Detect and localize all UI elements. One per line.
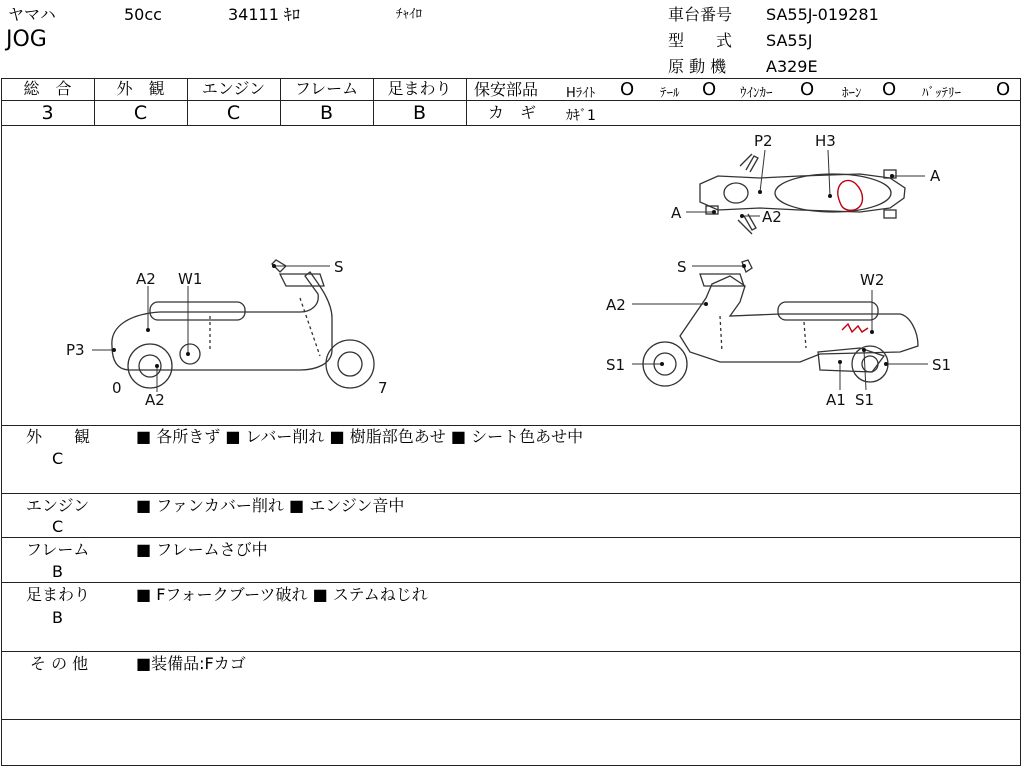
safety-status-battery: O <box>996 79 1011 100</box>
safety-item-battery: ﾊﾞｯﾃﾘｰ <box>922 86 961 101</box>
section-exterior-items <box>136 428 583 446</box>
bullet: ■ <box>136 427 152 446</box>
key-value: ｶｷﾞ1 <box>566 108 596 124</box>
section-suspension-items <box>136 586 428 604</box>
damage-diagram <box>0 126 1024 424</box>
top-view-scooter <box>700 154 905 234</box>
section-frame-items <box>136 541 268 559</box>
label-right-w2: W2 <box>860 271 885 289</box>
safety-status-headlight: O <box>620 79 635 100</box>
safety-status-winker: O <box>800 79 815 100</box>
item: 各所きず <box>156 427 221 446</box>
frame-number-label: 車台番号 <box>668 5 733 24</box>
damage-mark-red <box>838 180 863 210</box>
section-frame-title: フレーム <box>26 540 90 559</box>
grade-header-divider <box>1 100 1021 101</box>
grade-value-exterior: C <box>133 102 148 124</box>
label-left-w1: W1 <box>178 270 203 288</box>
bullet: ■ <box>450 427 466 446</box>
section-suspension-grade: B <box>52 608 63 627</box>
label-left-s: S <box>334 258 344 276</box>
section-other-title: そ の 他 <box>30 654 89 673</box>
label-top-h3: H3 <box>815 132 836 150</box>
safety-item-winker: ｳｲﾝｶｰ <box>740 86 773 101</box>
label-top-p2: P2 <box>754 132 773 150</box>
displacement: 50cc <box>124 5 162 24</box>
label-right-s1-left: S1 <box>606 356 626 374</box>
model-code: SA55J <box>766 31 813 50</box>
section-engine-title: エンジン <box>26 496 90 515</box>
label-right-s1-bottom: S1 <box>855 391 875 409</box>
grade-header-overall: 総 合 <box>23 79 72 98</box>
label-right-s1-right: S1 <box>932 356 952 374</box>
item: ファンカバー削れ <box>156 496 284 515</box>
label-top-a-right: A <box>930 167 941 185</box>
model-code-label: 型 式 <box>668 31 733 50</box>
safety-item-headlight: Hﾗｲﾄ <box>566 86 596 101</box>
item: Fフォークブーツ破れ <box>156 585 308 604</box>
bullet: ■ <box>136 585 152 604</box>
model-name: JOG <box>6 27 47 52</box>
safety-item-tail: ﾃｰﾙ <box>660 86 680 101</box>
section-engine-grade: C <box>52 517 64 536</box>
section-engine-items <box>136 497 404 515</box>
safety-status-horn: O <box>882 79 897 100</box>
bullet: ■ <box>136 540 152 559</box>
maker: ヤマハ <box>8 5 56 24</box>
key-label: カ ギ <box>488 103 537 122</box>
mileage: 34111 ｷﾛ <box>228 5 300 24</box>
bullet: ■ <box>329 427 345 446</box>
item: ステムねじれ <box>332 585 428 604</box>
grade-header-exterior: 外 観 <box>116 79 165 98</box>
label-top-a2: A2 <box>762 208 782 226</box>
label-left-0: 0 <box>112 379 122 397</box>
damage-mark-red-scratch <box>842 324 868 332</box>
safety-item-horn: ﾎｰﾝ <box>842 86 862 101</box>
item: エンジン音中 <box>309 496 405 515</box>
label-left-a2: A2 <box>136 270 156 288</box>
section-frame-grade: B <box>52 562 63 581</box>
safety-label: 保安部品 <box>474 80 539 99</box>
frame-number: SA55J-019281 <box>766 5 879 24</box>
bullet: ■ <box>225 427 241 446</box>
bullet: ■ <box>312 585 328 604</box>
body-type: ﾁｬｲﾛ <box>396 7 422 22</box>
safety-status-tail: O <box>702 79 717 100</box>
label-right-s: S <box>677 258 687 276</box>
grade-value-frame: B <box>319 102 334 124</box>
grade-value-engine: C <box>226 102 241 124</box>
bullet: ■ <box>136 496 152 515</box>
grade-header-suspension: 足まわり <box>387 79 452 98</box>
item: シート色あせ中 <box>471 427 584 446</box>
label-left-a2-bottom: A2 <box>145 391 165 409</box>
grade-value-overall: 3 <box>41 102 54 124</box>
engine-label: 原 動 機 <box>668 57 727 76</box>
item: 樹脂部色あせ <box>349 427 446 446</box>
bullet: ■ <box>289 496 305 515</box>
section-exterior-title: 外 観 <box>26 427 91 446</box>
engine-code: A329E <box>766 57 818 76</box>
section-other-items: ■装備品:Fカゴ <box>136 654 246 673</box>
item: フレームさび中 <box>156 540 268 559</box>
label-right-a2: A2 <box>606 296 626 314</box>
label-left-7: 7 <box>378 379 388 397</box>
grade-header-engine: エンジン <box>201 79 266 98</box>
label-top-a-left: A <box>671 204 682 222</box>
grade-header-frame: フレーム <box>294 79 359 98</box>
label-left-p3: P3 <box>66 341 85 359</box>
section-exterior-grade: C <box>52 449 64 468</box>
grade-value-suspension: B <box>412 102 427 124</box>
item: レバー削れ <box>245 427 325 446</box>
section-suspension-title: 足まわり <box>26 585 91 604</box>
label-right-a1: A1 <box>826 391 846 409</box>
